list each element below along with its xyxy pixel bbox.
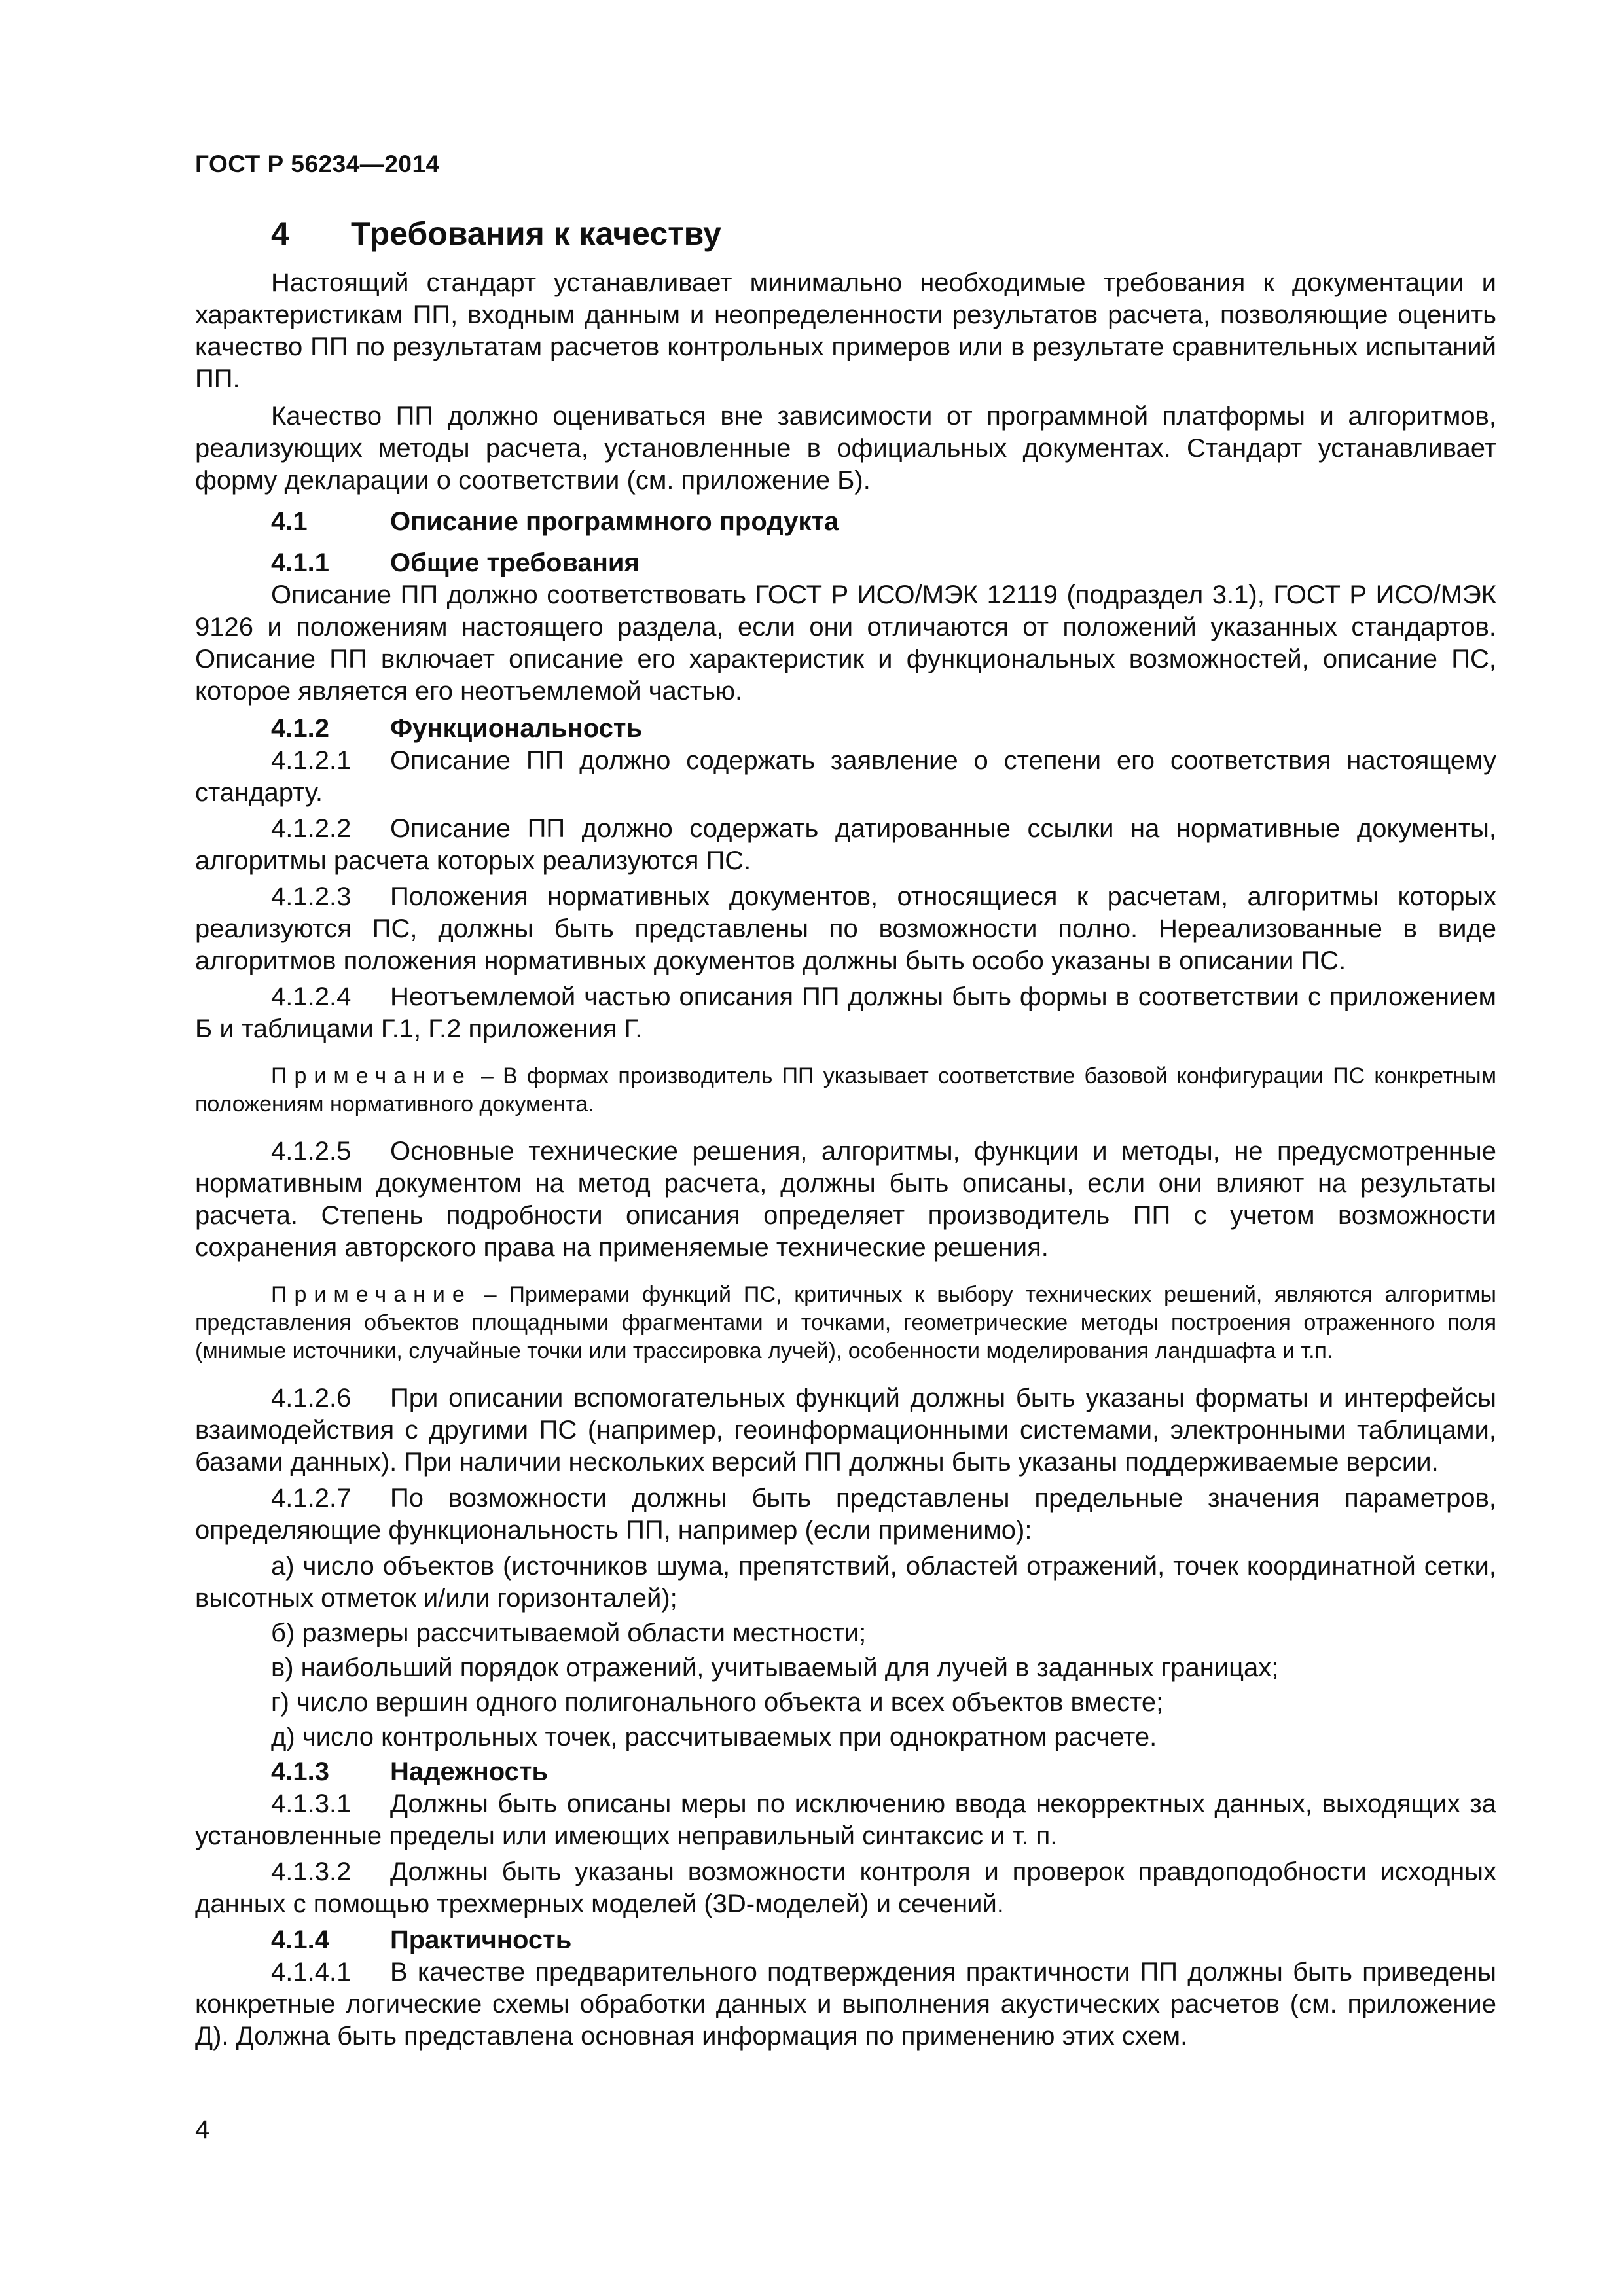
- clause-item: [195, 981, 1496, 1045]
- clause-heading: [195, 547, 1496, 579]
- clause-item-text: Неотъемлемой частью описания ПП должны быть формы в соответствии с приложением Б и таблицами Г.1, Г.2 приложения Г.: [195, 982, 1496, 1043]
- clause-item: [195, 1382, 1496, 1479]
- note: [195, 1062, 1496, 1119]
- clause-heading: [195, 713, 1496, 745]
- clause-item-text: Описание ПП должно содержать датированные ссылки на нормативные документы, алгоритмы расчета которых реализуются ПС.: [195, 814, 1496, 875]
- subsection-heading: [195, 506, 1496, 538]
- clause-item: [195, 1956, 1496, 2053]
- clause-item-number: 4.1.2.1: [271, 746, 352, 775]
- document-code: ГОСТ Р 56234—2014: [195, 151, 440, 177]
- section-heading: [195, 215, 1496, 253]
- clause-title: Практичность: [390, 1926, 572, 1954]
- list-item: д) число контрольных точек, рассчитываемых при однократном расчете.: [271, 1723, 1157, 1751]
- clause-number: 4.1.3: [271, 1757, 329, 1786]
- clause-title: Надежность: [390, 1757, 549, 1786]
- clause-item-number: 4.1.3.2: [271, 1857, 352, 1886]
- document-page: [195, 151, 1496, 2056]
- clause-item-text: По возможности должны быть представлены предельные значения параметров, определяющие функциональность ПП, например (если применимо):: [195, 1484, 1496, 1545]
- clause-item-number: 4.1.4.1: [271, 1958, 352, 1986]
- clause-title: Общие требования: [390, 548, 640, 577]
- page-number: 4: [195, 2115, 210, 2144]
- list-item: б) размеры рассчитываемой области местности;: [271, 1619, 867, 1647]
- clause-item-text: При описании вспомогательных функций должны быть указаны форматы и интерфейсы взаимодействия с другими ПС (например, геоинформационными системами, электронными таблицами, базами данных). При наличии нескольких версий ПП должны быть указаны поддерживаемые версии.: [195, 1384, 1496, 1477]
- section-title: Требования к качеству: [351, 215, 721, 252]
- clause-item-text: Должны быть описаны меры по исключению ввода некорректных данных, выходящих за установленные пределы или имеющих неправильный синтаксис и т. п.: [195, 1789, 1496, 1850]
- clause-item: [195, 813, 1496, 877]
- clause-item-text: Положения нормативных документов, относящиеся к расчетам, алгоритмы которых реализуются ПС, должны быть представлены по возможности полно. Нереализованные в виде алгоритмов положения нормативных документов должны быть особо указаны в описании ПС.: [195, 882, 1496, 975]
- clause-item-number: 4.1.2.6: [271, 1384, 352, 1412]
- clause-item: [195, 881, 1496, 977]
- note-text: – В формах производитель ПП указывает соответствие базовой конфигурации ПС конкретным положениям нормативного документа.: [195, 1064, 1496, 1117]
- clause-item: [195, 745, 1496, 809]
- section-number: 4: [271, 215, 289, 252]
- clause-item-text: Описание ПП должно содержать заявление о степени его соответствия настоящему стандарту.: [195, 746, 1496, 807]
- clause-number: 4.1.1: [271, 548, 329, 577]
- clause-heading: [195, 1756, 1496, 1788]
- clause-paragraph: Описание ПП должно соответствовать ГОСТ Р ИСО/МЭК 12119 (подраздел 3.1), ГОСТ Р ИСО/МЭК 9126 и положениям настоящего раздела, если они отличаются от положений указанных стандартов. Описание ПП включает описание его характеристик и функциональных возможностей, описание ПС, которое является его неотъемлемой частью.: [195, 581, 1496, 706]
- clause-item-number: 4.1.2.7: [271, 1484, 352, 1513]
- note-label: Примечание: [271, 1282, 472, 1307]
- clause-item-number: 4.1.2.5: [271, 1137, 352, 1166]
- note-text: – Примерами функций ПС, критичных к выбору технических решений, являются алгоритмы представления объектов площадными фрагментами и точками, геометрические методы построения отраженного поля (мнимые источники, случайные точки или трассировка лучей), особенности моделирования ландшафта и т.п.: [195, 1282, 1496, 1363]
- list-item: а) число объектов (источников шума, препятствий, областей отражений, точек координатной сетки, высотных отметок и/или горизонталей);: [195, 1552, 1496, 1613]
- list-item: г) число вершин одного полигонального объекта и всех объектов вместе;: [271, 1688, 1164, 1717]
- clause-item-number: 4.1.2.3: [271, 882, 352, 911]
- note-label: Примечание: [271, 1064, 472, 1088]
- list-item: в) наибольший порядок отражений, учитываемый для лучей в заданных границах;: [271, 1653, 1279, 1682]
- subsection-number: 4.1: [271, 507, 308, 536]
- clause-number: 4.1.2: [271, 714, 329, 743]
- clause-number: 4.1.4: [271, 1926, 329, 1954]
- intro-paragraph: Качество ПП должно оцениваться вне зависимости от программной платформы и алгоритмов, реализующих методы расчета, установленные в официальных документах. Стандарт устанавливает форму декларации о соответствии (см. приложение Б).: [195, 402, 1496, 495]
- clause-item-text: В качестве предварительного подтверждения практичности ПП должны быть приведены конкретные логические схемы обработки данных и выполнения акустических расчетов (см. приложение Д). Должна быть представлена основная информация по применению этих схем.: [195, 1958, 1496, 2051]
- intro-paragraph: Настоящий стандарт устанавливает минимально необходимые требования к документации и характеристикам ПП, входным данным и неопределенности результатов расчета, позволяющие оценить качество ПП по результатам расчетов контрольных примеров или в результате сравнительных испытаний ПП.: [195, 268, 1496, 393]
- clause-item: [195, 1788, 1496, 1852]
- clause-item-text: Основные технические решения, алгоритмы, функции и методы, не предусмотренные нормативным документом на метод расчета, должны быть описаны, если они влияют на результаты расчета. Степень подробности описания определяет производитель ПП с учетом возможности сохранения авторского права на применяемые технические решения.: [195, 1137, 1496, 1262]
- clause-item-number: 4.1.2.2: [271, 814, 352, 843]
- clause-item: [195, 1856, 1496, 1920]
- subsection-title: Описание программного продукта: [390, 507, 839, 536]
- clause-title: Функциональность: [390, 714, 643, 743]
- clause-item-number: 4.1.2.4: [271, 982, 352, 1011]
- clause-item-text: Должны быть указаны возможности контроля и проверок правдоподобности исходных данных с помощью трехмерных моделей (3D-моделей) и сечений.: [195, 1857, 1496, 1918]
- clause-heading: [195, 1924, 1496, 1956]
- clause-item: [195, 1482, 1496, 1547]
- clause-item-number: 4.1.3.1: [271, 1789, 352, 1818]
- note: [195, 1281, 1496, 1365]
- clause-item: [195, 1136, 1496, 1264]
